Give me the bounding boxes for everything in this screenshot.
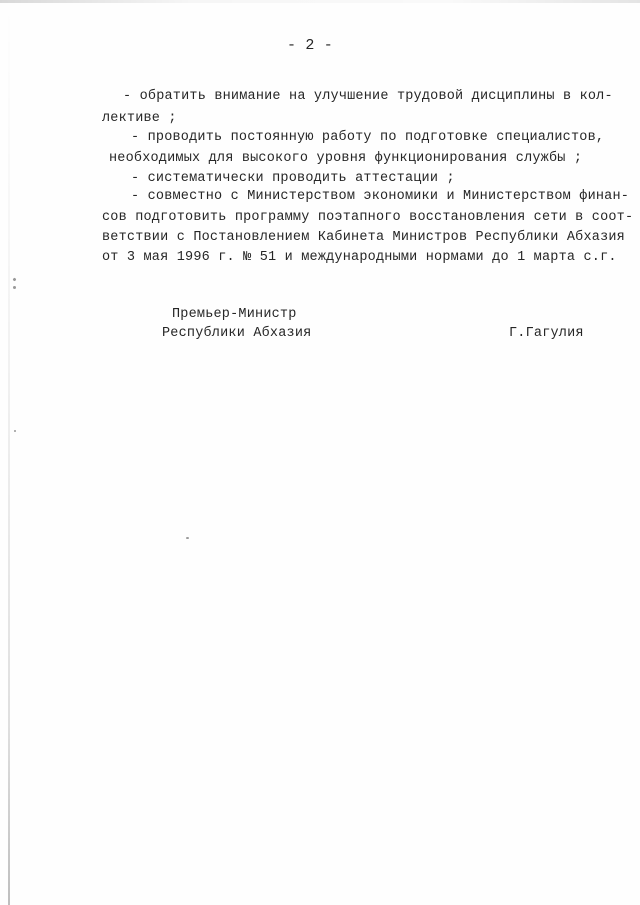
body-line: от 3 мая 1996 г. № 51 и международными нормами до 1 марта с.г. (102, 250, 617, 265)
scan-speck (13, 286, 16, 289)
body-line: необходимых для высокого уровня функционирования службы ; (109, 151, 583, 166)
body-line: - проводить постоянную работу по подготовке специалистов, (131, 130, 605, 145)
signatory-title: Премьер-Министр (172, 307, 297, 322)
scan-left-edge (8, 0, 10, 905)
scan-speck (12, 277, 16, 281)
body-line: ветствии с Постановлением Кабинета Министров Республики Абхазия (102, 230, 625, 245)
scan-top-edge (0, 0, 640, 3)
body-line: - совместно с Министерством экономики и Министерством финан- (131, 189, 630, 204)
body-line: лективе ; (102, 111, 177, 126)
body-line: сов подготовить программу поэтапного восстановления сети в соот- (102, 210, 634, 225)
page-number: - 2 - (287, 37, 334, 54)
body-line: - обратить внимание на улучшение трудовой дисциплины в кол- (123, 89, 613, 104)
signatory-organization: Республики Абхазия (162, 326, 312, 341)
body-line: - систематически проводить аттестации ; (131, 171, 455, 186)
scan-speck (14, 430, 16, 432)
scan-speck (186, 537, 189, 539)
signatory-name: Г.Гагулия (509, 326, 584, 341)
